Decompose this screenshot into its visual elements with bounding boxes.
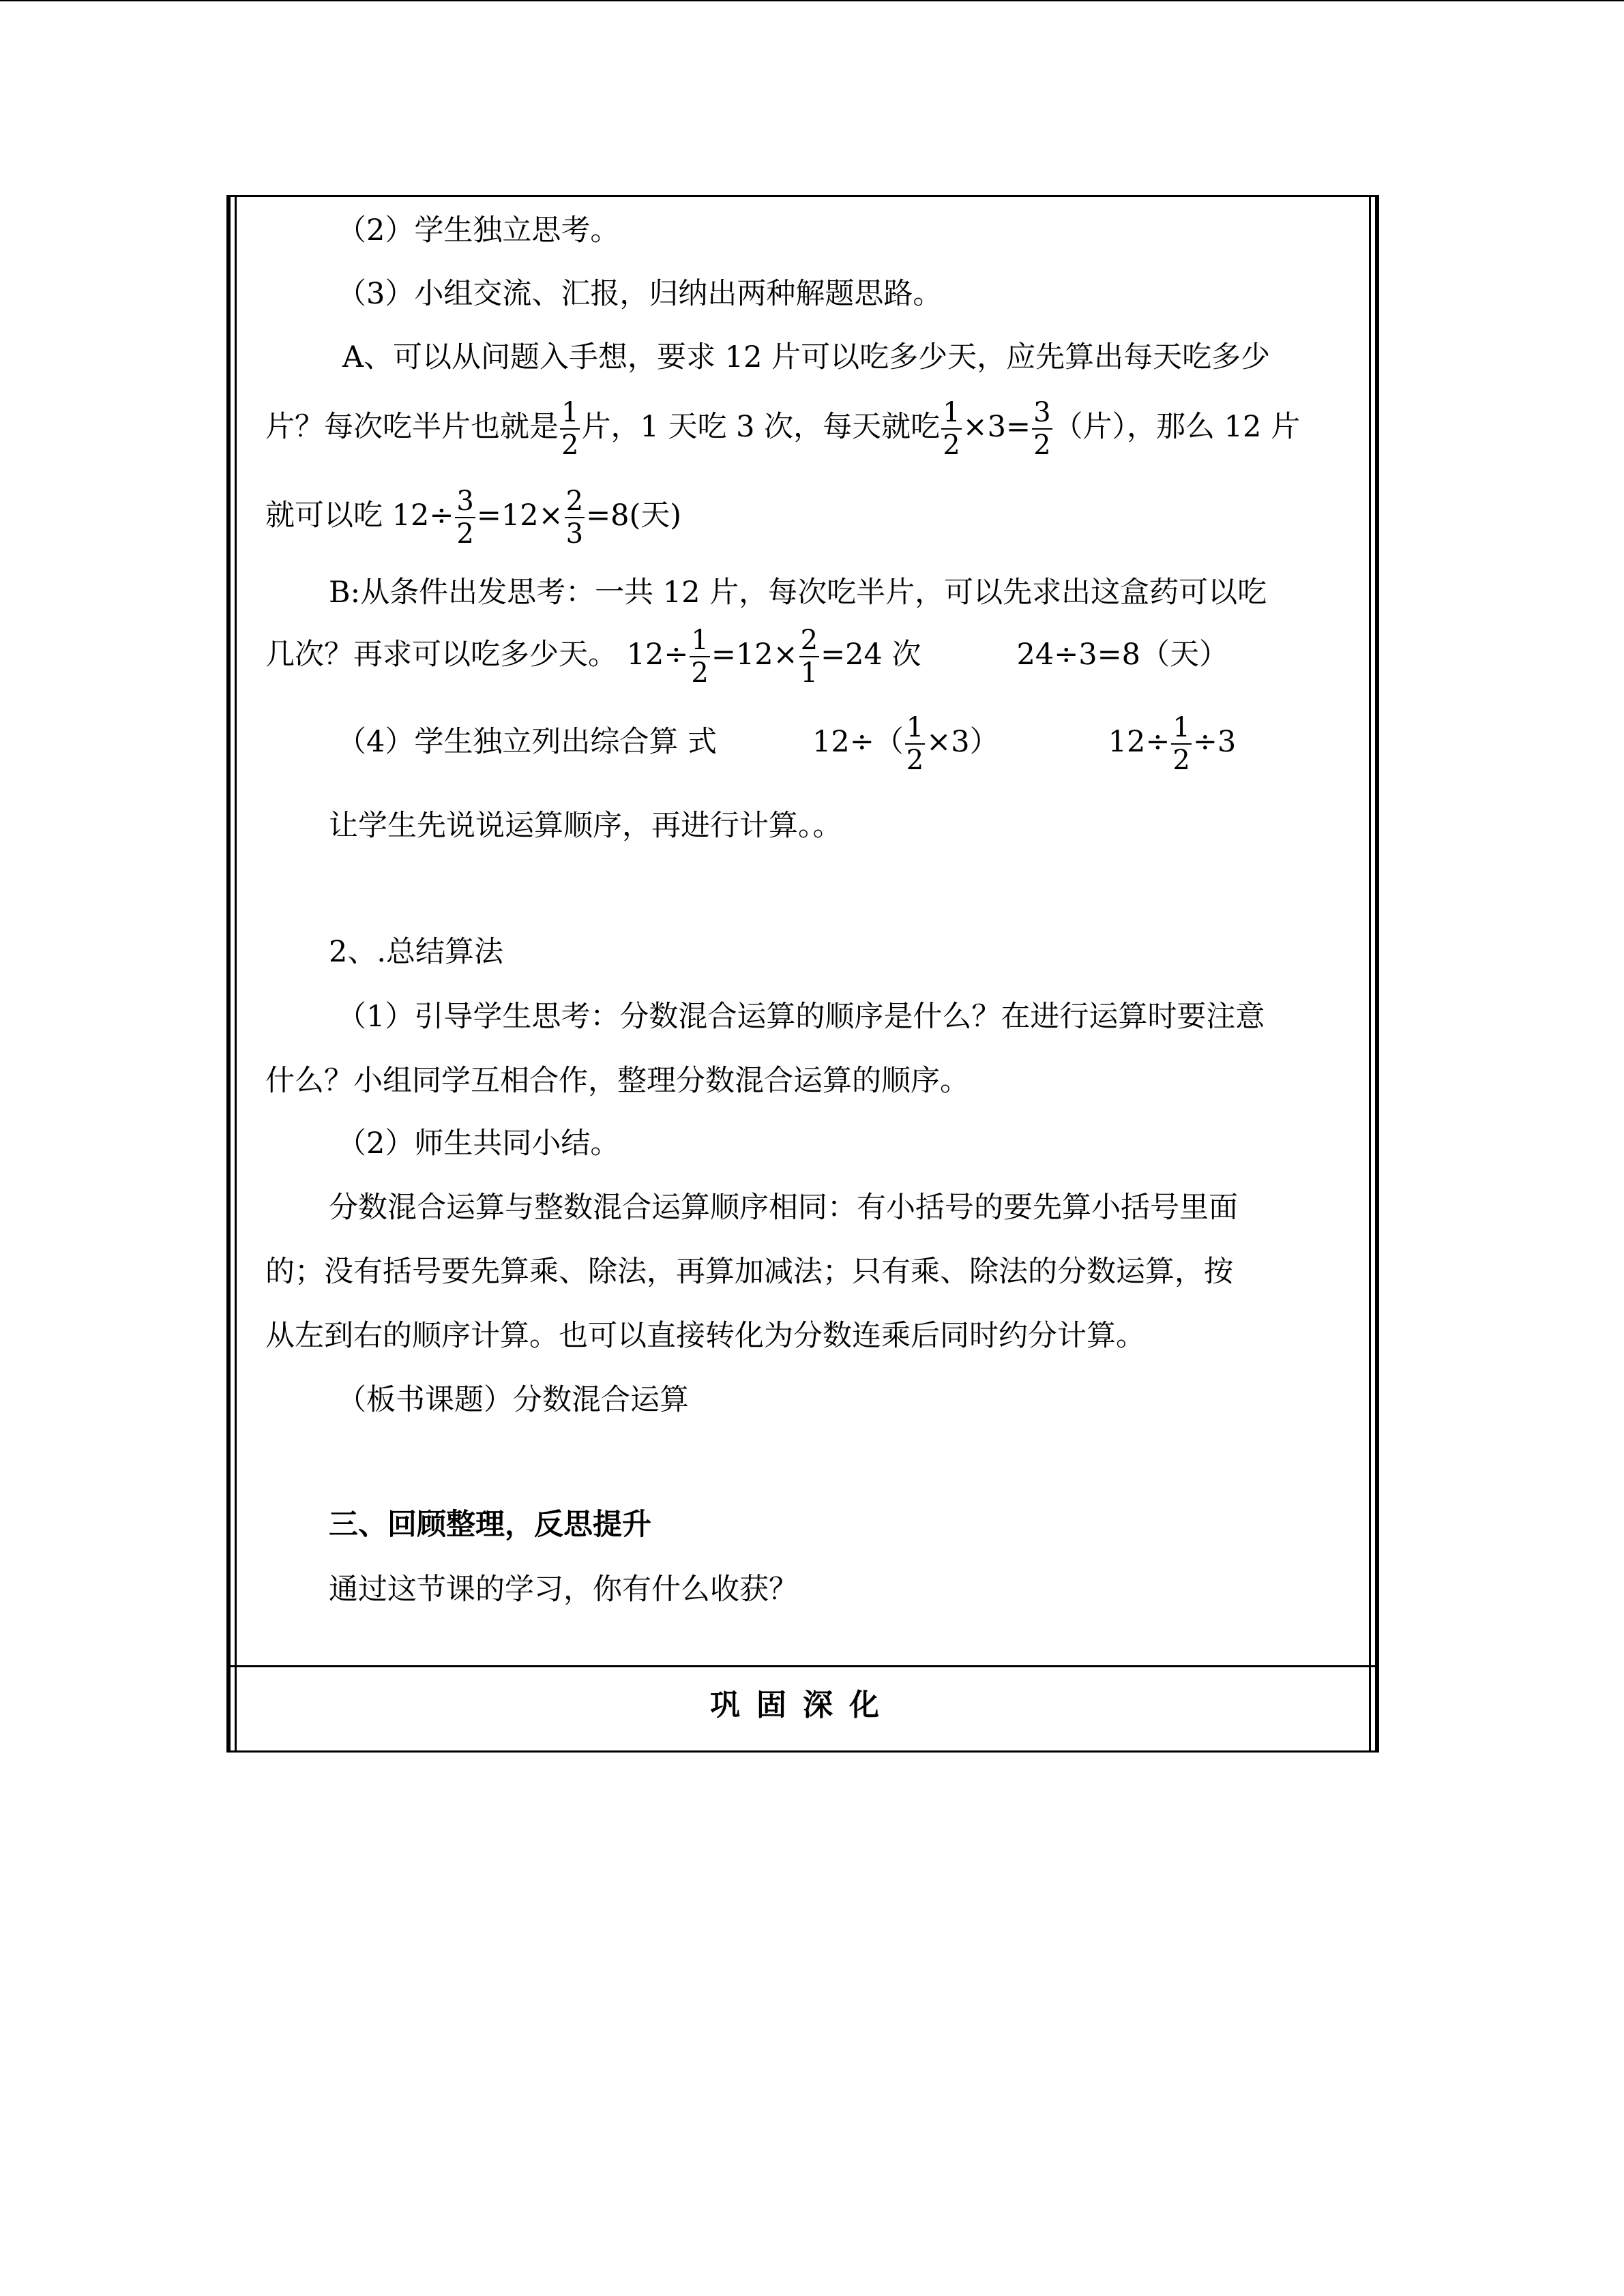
section-3-heading: 三、回顾整理，反思提升	[329, 1508, 651, 1542]
table-border-top	[226, 195, 1379, 197]
text-span: =8(天)	[586, 498, 682, 533]
text-span: ×3）	[926, 725, 999, 759]
denominator: 2	[906, 745, 924, 776]
text-span: 24÷3=8（天）	[1016, 638, 1229, 672]
denominator: 2	[1033, 430, 1051, 461]
denominator: 3	[565, 518, 584, 550]
fraction	[905, 712, 925, 776]
fraction	[941, 397, 961, 461]
table-row-divider	[226, 1665, 1379, 1667]
fraction	[690, 625, 709, 689]
numerator: 2	[800, 625, 818, 656]
numerator: 1	[1172, 712, 1190, 743]
fraction	[1171, 712, 1191, 776]
lesson-table	[226, 195, 1379, 1753]
numerator: 3	[1033, 397, 1051, 428]
text-span: （4）学生独立列出综合算 式	[337, 725, 718, 759]
method-a-line-1: A、可以从问题入手想，要求 12 片可以吃多少天，应先算出每天吃多少	[342, 340, 1271, 374]
consolidation-heading: 巩固深化	[710, 1688, 896, 1723]
rule-line-1: 分数混合运算与整数混合运算顺序相同：有小括号的要先算小括号里面	[329, 1191, 1238, 1225]
method-a-line-3	[265, 481, 681, 550]
text-span: 12÷（	[812, 725, 904, 759]
top-rule	[0, 0, 1624, 1]
table-border-left-outer	[226, 195, 231, 1753]
fraction	[455, 486, 475, 550]
rule-line-3: 从左到右的顺序计算。也可以直接转化为分数连乘后同时约分计算。	[265, 1319, 1145, 1353]
reflection-question: 通过这节课的学习，你有什么收获？	[329, 1572, 798, 1607]
numerator: 3	[456, 486, 474, 517]
fraction	[1032, 397, 1052, 461]
text-span: =24 次	[821, 638, 921, 672]
numerator: 1	[691, 625, 709, 656]
guide-line-2: 什么？小组同学互相合作，整理分数混合运算的顺序。	[265, 1064, 969, 1098]
section-2-heading: 2、.总结算法	[329, 935, 504, 969]
denominator: 2	[456, 518, 474, 550]
table-border-left-inner	[235, 195, 237, 1753]
text-span: ×3=	[962, 410, 1031, 444]
numerator: 2	[565, 486, 584, 517]
text-span: =12×	[711, 638, 798, 672]
step-3-text: （3）小组交流、汇报，归纳出两种解题思路。	[337, 277, 943, 311]
text-span: 片？每次吃半片也就是	[265, 410, 559, 444]
calc-order-text: 让学生先说说运算顺序，再进行计算。。	[329, 809, 842, 843]
numerator: 1	[906, 712, 924, 743]
rule-line-2: 的；没有括号要先算乘、除法，再算加减法；只有乘、除法的分数运算，按	[265, 1255, 1233, 1289]
text-span: 几次？再求可以吃多少天。 12÷	[265, 638, 689, 672]
text-span: =12×	[476, 498, 563, 533]
text-span: ÷3	[1192, 725, 1237, 759]
numerator: 1	[561, 397, 579, 428]
denominator: 2	[691, 657, 709, 689]
fraction	[560, 397, 580, 461]
denominator: 2	[561, 430, 579, 461]
denominator: 2	[943, 430, 960, 461]
denominator: 1	[800, 657, 818, 689]
method-b-line-1: B:从条件出发思考：一共 12 片，每次吃半片，可以先求出这盒药可以吃	[329, 576, 1267, 610]
text-span: 12÷	[1108, 725, 1170, 759]
summary-step: （2）师生共同小结。	[337, 1127, 620, 1161]
method-a-line-2	[265, 393, 1300, 461]
denominator: 2	[1172, 745, 1190, 776]
step-2-text: （2）学生独立思考。	[337, 213, 620, 248]
step-4-line	[337, 708, 1236, 776]
fraction	[799, 625, 819, 689]
guide-line-1: （1）引导学生思考：分数混合运算的顺序是什么？在进行运算时要注意	[337, 1000, 1265, 1034]
board-title: （板书课题）分数混合运算	[337, 1383, 689, 1417]
text-span: 就可以吃 12÷	[265, 498, 454, 533]
text-span: （片），那么 12 片	[1053, 410, 1301, 444]
text-span: 片，1 天吃 3 次，每天就吃	[581, 410, 941, 444]
method-b-line-2	[265, 621, 1228, 689]
numerator: 1	[943, 397, 960, 428]
table-border-right-outer	[1375, 195, 1379, 1753]
table-border-right-inner	[1369, 195, 1371, 1753]
fraction	[565, 486, 585, 550]
table-border-bottom	[226, 1750, 1379, 1753]
